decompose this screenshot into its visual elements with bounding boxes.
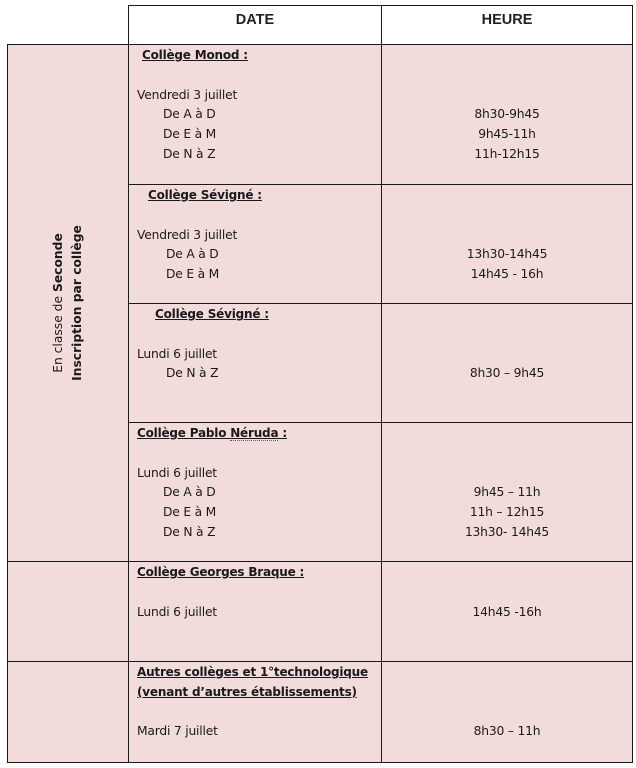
header-date-cell <box>128 5 382 45</box>
time-cell-sevigne-1 <box>381 184 633 304</box>
date-cell-sevigne-1 <box>128 184 382 304</box>
group-label: De E à M <box>166 267 220 281</box>
college-title-name: Néruda <box>230 426 279 440</box>
time-slot: 9h45-11h <box>478 127 536 141</box>
side-empty-cell-1 <box>7 561 129 662</box>
side-label-cell <box>7 44 129 562</box>
side-empty-cell-2 <box>7 661 129 763</box>
college-title-prefix: Collège Pablo <box>137 426 231 440</box>
day-label: Lundi 6 juillet <box>137 347 217 361</box>
time-slot: 14h45 - 16h <box>470 267 544 281</box>
group-label: De A à D <box>163 485 216 499</box>
day-label: Mardi 7 juillet <box>137 724 218 738</box>
time-slot: 8h30 – 11h <box>473 724 541 738</box>
day-label: Lundi 6 juillet <box>137 466 217 480</box>
college-title: Collège Monod : <box>142 48 248 62</box>
time-cell-monod <box>381 44 633 185</box>
date-cell-autres <box>128 661 382 763</box>
college-title-line2: (venant d’autres établissements) <box>137 685 357 699</box>
day-label: Lundi 6 juillet <box>137 605 217 619</box>
date-cell-sevigne-2 <box>128 303 382 423</box>
header-heure: HEURE <box>481 12 533 28</box>
college-title: Collège Georges Braque : <box>137 565 305 579</box>
group-label: De N à Z <box>163 147 216 161</box>
college-title-suffix: : <box>278 426 287 440</box>
college-title-line1: Autres collèges et 1°technologique <box>137 665 368 679</box>
side-label-bold: Seconde <box>51 233 65 293</box>
time-cell-sevigne-2 <box>381 303 633 423</box>
date-cell-braque <box>128 561 382 662</box>
time-slot: 8h30-9h45 <box>474 107 540 121</box>
time-slot: 11h – 12h15 <box>469 505 545 519</box>
time-slot: 13h30-14h45 <box>466 247 548 261</box>
college-title: Collège Sévigné : <box>148 188 262 202</box>
side-label-line2: Inscription par collège <box>70 225 84 381</box>
date-cell-monod <box>128 44 382 185</box>
college-title: Collège Sévigné : <box>155 307 269 321</box>
header-heure-cell <box>381 5 633 45</box>
group-label: De N à Z <box>163 525 216 539</box>
group-label: De A à D <box>163 107 216 121</box>
time-cell-neruda <box>381 422 633 562</box>
group-label: De E à M <box>163 127 217 141</box>
side-label <box>49 225 87 381</box>
group-label: De E à M <box>163 505 217 519</box>
group-label: De N à Z <box>166 366 219 380</box>
time-slot: 14h45 -16h <box>472 605 542 619</box>
college-title <box>137 426 287 440</box>
time-slot: 11h-12h15 <box>474 147 540 161</box>
time-cell-braque <box>381 561 633 662</box>
time-cell-autres <box>381 661 633 763</box>
day-label: Vendredi 3 juillet <box>137 88 238 102</box>
time-slot: 8h30 – 9h45 <box>469 366 545 380</box>
time-slot: 9h45 – 11h <box>473 485 541 499</box>
side-label-prefix: En classe de <box>51 292 65 373</box>
header-date: DATE <box>235 12 275 28</box>
time-slot: 13h30- 14h45 <box>464 525 550 539</box>
group-label: De A à D <box>166 247 219 261</box>
date-cell-neruda <box>128 422 382 562</box>
day-label: Vendredi 3 juillet <box>137 228 238 242</box>
